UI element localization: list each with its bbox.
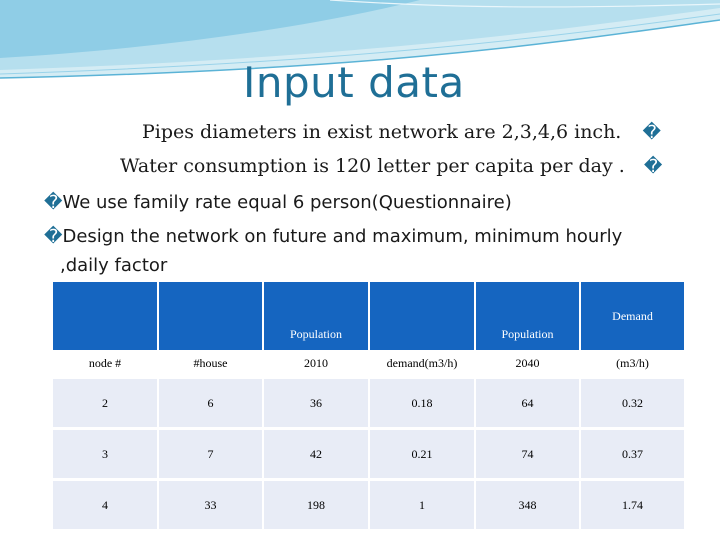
header-cell [263, 282, 369, 350]
bullet-marker: � [643, 156, 663, 177]
table-cell: 198 [263, 480, 369, 530]
table-cell: 0.18 [369, 378, 475, 429]
table-cell: 0.21 [369, 429, 475, 480]
bullet-marker: � [44, 192, 63, 213]
header-cell: demand(m3/h) [369, 350, 475, 378]
table-cell: 0.37 [580, 429, 685, 480]
table-cell: 0.32 [580, 378, 685, 429]
table-header-row-top [53, 282, 685, 350]
table-row [53, 480, 685, 530]
header-cell: Demand [580, 282, 685, 350]
header-cell [475, 282, 580, 350]
bullet-water-consumption [120, 155, 662, 177]
header-cell [53, 282, 158, 350]
table-row [53, 378, 685, 429]
table-cell: 7 [158, 429, 263, 480]
bullet-design-network [44, 226, 622, 247]
bullet-text: Design the network on future and maximum, minimum hourly [62, 226, 623, 247]
bullet-continuation: ,daily factor [60, 255, 168, 276]
table-header-row-bottom [53, 350, 685, 378]
table-cell: 42 [263, 429, 369, 480]
table-cell: 74 [475, 429, 580, 480]
table-cell: 3 [53, 429, 158, 480]
bullet-pipes-diameters [142, 121, 661, 143]
bullet-marker: � [44, 226, 63, 247]
bullet-text: We use family rate equal 6 person(Questionnaire) [62, 192, 512, 213]
header-cell-text: Population [289, 327, 342, 341]
bullet-text: Pipes diameters in exist network are 2,3,4,6 inch. [142, 121, 622, 143]
table-cell: 1.74 [580, 480, 685, 530]
slide-title: Input data [243, 58, 465, 107]
table-cell: 64 [475, 378, 580, 429]
header-cell: 2010 [263, 350, 369, 378]
table-cell: 348 [475, 480, 580, 530]
table-cell: 4 [53, 480, 158, 530]
table-row [53, 429, 685, 480]
header-cell: 2040 [475, 350, 580, 378]
table-cell: 2 [53, 378, 158, 429]
header-cell [369, 282, 475, 350]
bullet-family-rate [44, 192, 512, 213]
header-cell [158, 282, 263, 350]
demand-table [53, 282, 686, 529]
table-cell: 33 [158, 480, 263, 530]
table-cell: 36 [263, 378, 369, 429]
header-cell: (m3/h) [580, 350, 685, 378]
header-cell-text: Population [501, 327, 554, 341]
table-cell: 1 [369, 480, 475, 530]
header-cell: #house [158, 350, 263, 378]
header-cell: node # [53, 350, 158, 378]
bullet-marker: � [642, 122, 661, 143]
table-cell: 6 [158, 378, 263, 429]
bullet-text: Water consumption is 120 letter per capita per day . [120, 155, 625, 177]
